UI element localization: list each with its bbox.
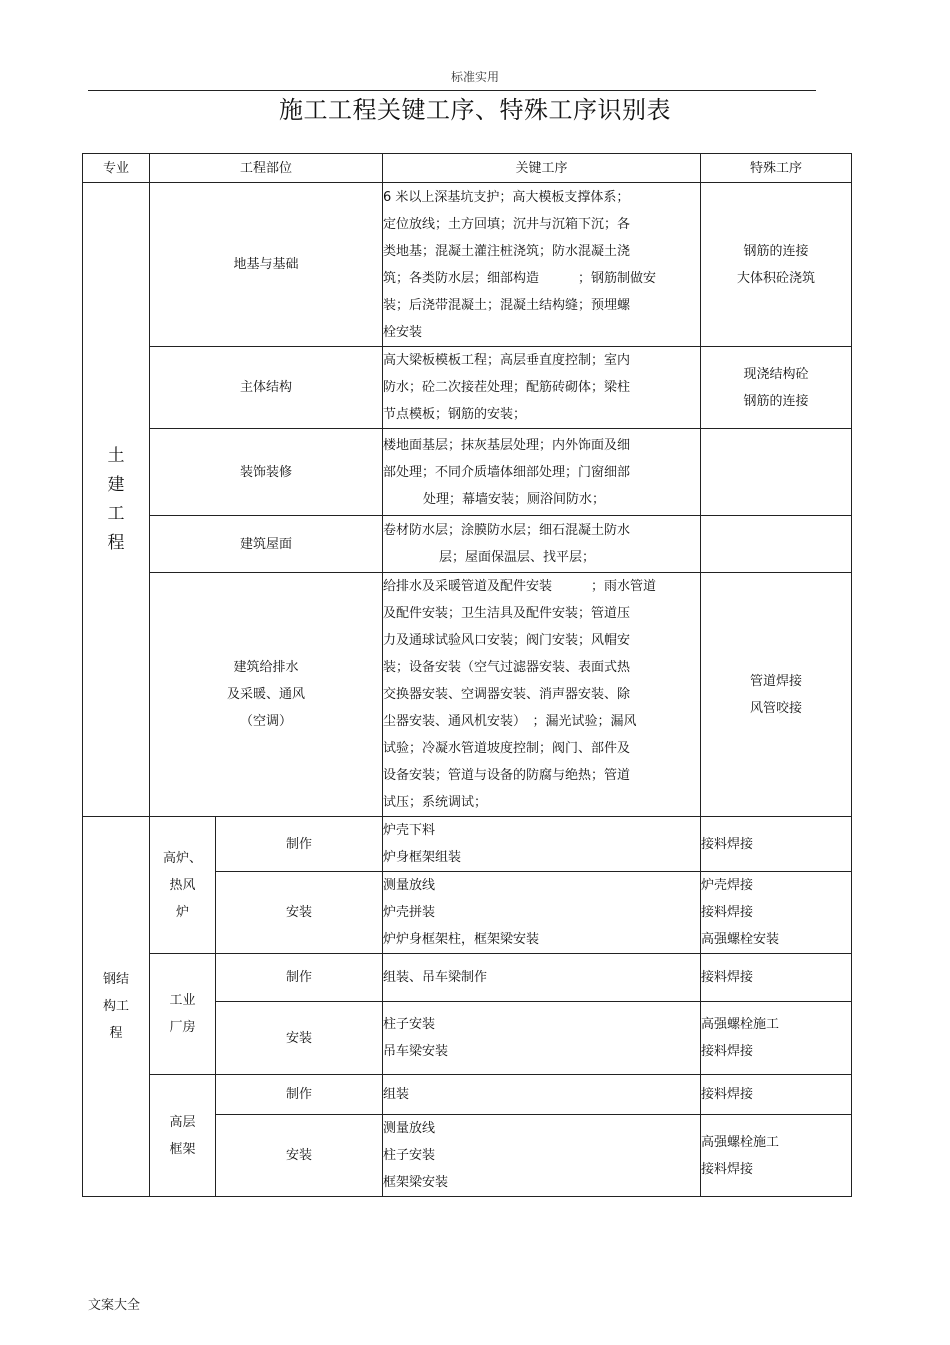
page-footer: 文案大全 [88,1298,141,1313]
part-roofing: 建筑屋面 [150,516,383,573]
special-process-furnace-fabrication: 接料焊接 [701,817,852,872]
group-industrial-plant: 工业 厂房 [150,954,216,1075]
table-header-row [83,154,852,183]
special-process-decoration [701,429,852,516]
document-title: 施工工程关键工序、特殊工序识别表 [279,96,671,124]
key-process-decoration: 楼地面基层；抹灰基层处理；内外饰面及细 部处理；不同介质墙体细部处理；门窗细部 处理；幕墙安装；厕浴间防水； [383,429,701,516]
part-plumbing-hvac: 建筑给排水 及采暖、通风 （空调） [150,573,383,817]
table-row [83,954,852,1002]
table-row [83,429,852,516]
stage-fabrication: 制作 [216,817,383,872]
process-identification-table [82,153,852,1197]
table-row [83,573,852,817]
stage-fabrication: 制作 [216,1075,383,1115]
key-process-plant-fabrication: 组装、吊车梁制作 [383,954,701,1002]
special-process-plant-fabrication: 接料焊接 [701,954,852,1002]
special-process-plumbing-hvac: 管道焊接 风管咬接 [701,573,852,817]
header-major: 专业 [83,154,150,183]
key-process-main-structure: 高大梁板模板工程；高层垂直度控制；室内 防水；砼二次接茬处理；配筋砖砌体；梁柱 节点模板；钢筋的安装； [383,347,701,429]
key-process-roofing: 卷材防水层；涂膜防水层；细石混凝土防水 层；屋面保温层、找平层； [383,516,701,573]
major-steel: 钢结 构工 程 [83,817,150,1197]
key-process-frame-fabrication: 组装 [383,1075,701,1115]
stage-installation: 安装 [216,872,383,954]
key-process-frame-installation: 测量放线 柱子安装 框架梁安装 [383,1115,701,1197]
part-foundation: 地基与基础 [150,183,383,347]
key-process-plant-installation: 柱子安装 吊车梁安装 [383,1002,701,1075]
major-civil: 土 建 工 程 [83,183,150,817]
table-row [83,1075,852,1115]
special-process-roofing [701,516,852,573]
key-process-furnace-installation: 测量放线 炉壳拼装 炉炉身框架柱，框架梁安装 [383,872,701,954]
group-blast-furnace: 高炉、 热风 炉 [150,817,216,954]
key-process-plumbing-hvac: 给排水及采暖管道及配件安装 ；雨水管道 及配件安装；卫生洁具及配件安装；管道压 力及通球试验风口安装；阀门安装；风帽安 装；设备安装（空气过滤器安装、表面式热 交换器安装、空调器安装、消声器安装、除 尘器安装、通风机安装） ；漏光试验；漏风 试验；冷凝水管道坡度控制；阀门、部件及 设备安装；管道与设备的防腐与绝热；管道 试压；系统调试； [383,573,701,817]
key-process-foundation: 6 米以上深基坑支护；高大模板支撑体系； 定位放线；土方回填；沉井与沉箱下沉；各 类地基；混凝土灌注桩浇筑；防水混凝土浇 筑；各类防水层；细部构造 ；钢筋制做安 装；后浇带混凝土；混凝土结构缝；预埋螺 栓安装 [383,183,701,347]
stage-fabrication: 制作 [216,954,383,1002]
table-row [83,347,852,429]
header-special-process: 特殊工序 [701,154,852,183]
special-process-frame-fabrication: 接料焊接 [701,1075,852,1115]
key-process-furnace-fabrication: 炉壳下料 炉身框架组装 [383,817,701,872]
table-row [83,516,852,573]
header-part: 工程部位 [150,154,383,183]
page-header: 标准实用 [450,70,499,84]
stage-installation: 安装 [216,1002,383,1075]
special-process-plant-installation: 高强螺栓施工 接料焊接 [701,1002,852,1075]
stage-installation: 安装 [216,1115,383,1197]
part-main-structure: 主体结构 [150,347,383,429]
part-decoration: 装饰装修 [150,429,383,516]
special-process-furnace-installation: 炉壳焊接 接料焊接 高强螺栓安装 [701,872,852,954]
table-row [83,817,852,872]
special-process-main-structure: 现浇结构砼 钢筋的连接 [701,347,852,429]
special-process-frame-installation: 高强螺栓施工 接料焊接 [701,1115,852,1197]
special-process-foundation: 钢筋的连接 大体积砼浇筑 [701,183,852,347]
table-row [83,183,852,347]
header-key-process: 关键工序 [383,154,701,183]
group-high-rise-frame: 高层 框架 [150,1075,216,1197]
